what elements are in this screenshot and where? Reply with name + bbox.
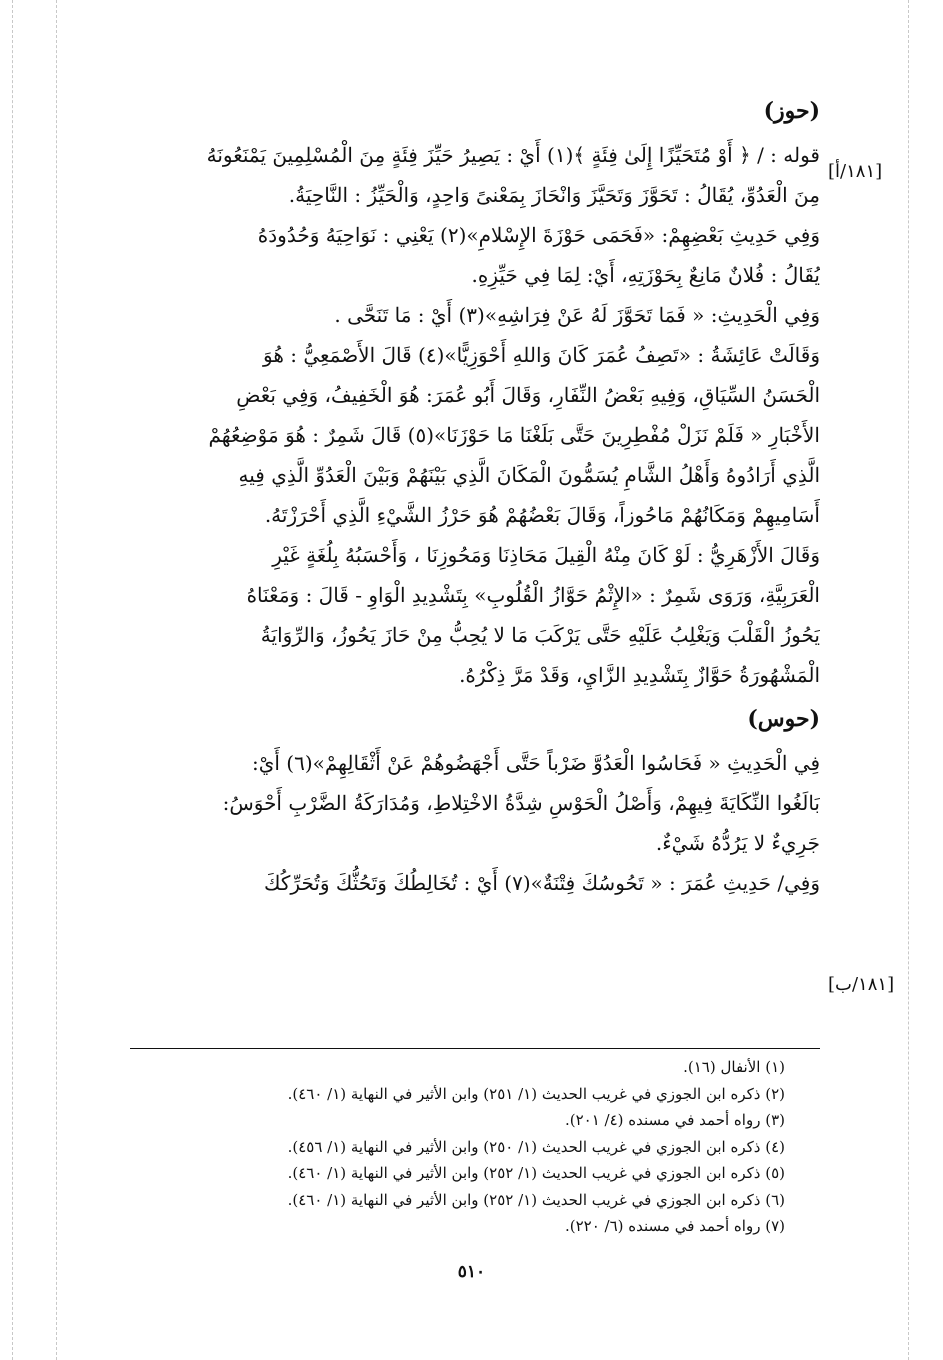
text-line: مِنَ الْعَدُوِّ، يُقَالُ : تَحَوَّزَ وَتَحَيَّزَ وَانْحَازَ بِمَعْنىً وَاحِدٍ، وَالْحَيِّزُ : النَّاحِيَةُ. [288,183,820,207]
main-text [95,95,820,903]
text-line: الأَخْبَارِ « فَلَمْ نَزَلْ مُفْطِرِينَ حَتَّى بَلَغْنَا مَا حَوْزَنَا»(٥) قَالَ شَمِرٌ : هُوَ مَوْضِعُهُمْ [208,423,820,447]
footnote: (٣) رواه أحمد في مسنده (٤/ ٢٠١). [564,1111,785,1129]
text-line: جَرِيءٌ لا يَرُدُّهُ شَيْءٌ. [655,831,820,855]
footnote: (٧) رواه أحمد في مسنده (٦/ ٢٢٠). [564,1217,785,1235]
footnote: (٦) ذكره ابن الجوزي في غريب الحديث (١/ ٢٥٢) وابن الأثير في النهاية (١/ ٤٦٠). [287,1190,785,1209]
text-line: يُقَالُ : فُلانٌ مَانِعٌ بِحَوْزَتِهِ، أَيْ: لِمَا فِي حَيِّزِهِ. [471,263,820,287]
text-line: الَّذِي أَرَادُوهُ وَأَهْلُ الشَّامِ يُسَمُّونَ الْمَكَانَ الَّذِي بَيْنَهُمْ وَبَيْنَ الْعَدُوِّ الَّذِي فِيهِ [238,463,820,487]
footnotes [150,1054,785,1240]
margin-marker-181a: [١٨١/أ] [828,161,883,182]
entry-heading: (حوس) [747,706,820,732]
text-line: وَفِي حَدِيثِ بَعْضِهِمْ: «فَحَمَى حَوْزَةَ الإِسْلامِ»(٢) يَعْنِي : نَوَاحِيَهُ وَحُدُودَهُ [257,223,820,247]
footnote: (٥) ذكره ابن الجوزي في غريب الحديث (١/ ٢٥٢) وابن الأثير في النهاية (١/ ٤٦٠). [287,1164,785,1182]
text-line: الْحَسَنُ السِّيَاقِ، وَفِيهِ بَعْضُ النِّفَارِ، وَقَالَ أَبُو عُمَرَ: هُوَ الْخَفِيفُ، وَفِي بَعْضِ [236,383,820,407]
text-line: الْمَشْهُورَةُ حَوَّازٌ بِتَشْدِيدِ الزَّايِ، وَقَدْ مَرَّ ذِكْرُهُ. [459,663,820,687]
text-line: وَقَالَتْ عَائِشَةُ : «تَصِفُ عُمَرَ كَانَ وَاللهِ أَحْوَزِيًّا»(٤) قَالَ الأَصْمَعِيُّ : هُوَ [262,343,820,367]
scan-guide-line [56,0,57,1360]
entry-heading: (حوز) [763,98,820,124]
text-line: وَقَالَ الأَزْهَرِيُّ : لَوْ كَانَ مِنْهُ الْقِيلَ مَحَاذِنَا وَمَحُوزِنَا ، وَأَحْسَبُهُ بِلُغَةٍ غَيْرِ [272,543,820,567]
page-number: ٥١٠ [457,1262,486,1282]
entry-haws [95,703,820,903]
text-line: قوله : / ﴿ أَوْ مُتَحَيِّزًا إِلَىٰ فِئَةٍ ﴾(١) أَيْ : يَصِيرُ حَيِّزَ فِئَةٍ مِنَ الْمُسْلِمِينَ يَمْنَعُونَهُ [206,143,820,167]
text-line: أَسَامِيهِمْ وَمَكَانُهُمْ مَاحُوزاً، وَقَالَ بَعْضُهُمْ هُوَ حَرْزُ الشَّيْءِ الَّذِي أَحْرَزْتَهُ. [264,503,820,527]
text-line: وَفِي/ حَدِيثِ عُمَرَ : « تَحُوسُكَ فِتْنَةٌ»(٧) أَيْ : تُخَالِطُكَ وَتَحُثُّكَ وَتُحَرِّكُكَ [264,871,820,895]
scan-guide-line [12,0,13,1360]
entry-hawz [95,95,820,695]
text-line: بَالَغُوا النِّكَايَةَ فِيهِمْ، وَأَصْلُ الْحَوْسِ شِدَّةُ الاخْتِلاطِ، وَمُدَارَكَةُ الضَّرْبِ أَحْوَسُ: [222,791,820,815]
footnote-separator [130,1048,820,1049]
text-line: وَفِي الْحَدِيثِ: « فَمَا تَحَوَّزَ لَهُ عَنْ فِرَاشِهِ»(٣) أَيْ : مَا تَنَحَّى . [334,303,820,327]
margin-marker-181b: [١٨١/ب] [828,974,895,995]
scan-guide-line [908,0,909,1360]
text-line: الْعَرَبِيَّةِ، وَرَوَى شَمِرٌ : «الإِثْمُ حَوَّازُ الْقُلُوبِ» بِتَشْدِيدِ الْوَاوِ - قَالَ : وَمَعْنَاهُ [246,583,820,607]
text-line: فِي الْحَدِيثِ « فَحَاسُوا الْعَدُوَّ ضَرْباً حَتَّى أَجْهَضُوهُمْ عَنْ أَثْقَالِهِمْ»(٦) أَيْ: [251,751,820,775]
footnote: (٢) ذكره ابن الجوزي في غريب الحديث (١/ ٢٥١) وابن الأثير في النهاية (١/ ٤٦٠). [287,1084,785,1103]
footnote: (١) الأنفال (١٦). [683,1058,785,1076]
footnote: (٤) ذكره ابن الجوزي في غريب الحديث (١/ ٢٥٠) وابن الأثير في النهاية (١/ ٤٥٦). [287,1137,785,1156]
text-line: يَحُوزُ الْقَلْبَ وَيَغْلِبُ عَلَيْهِ حَتَّى يَرْكَبَ مَا لا يُحِبُّ مِنْ حَازَ يَحُوزُ، وَالرِّوَايَةُ [260,623,820,647]
